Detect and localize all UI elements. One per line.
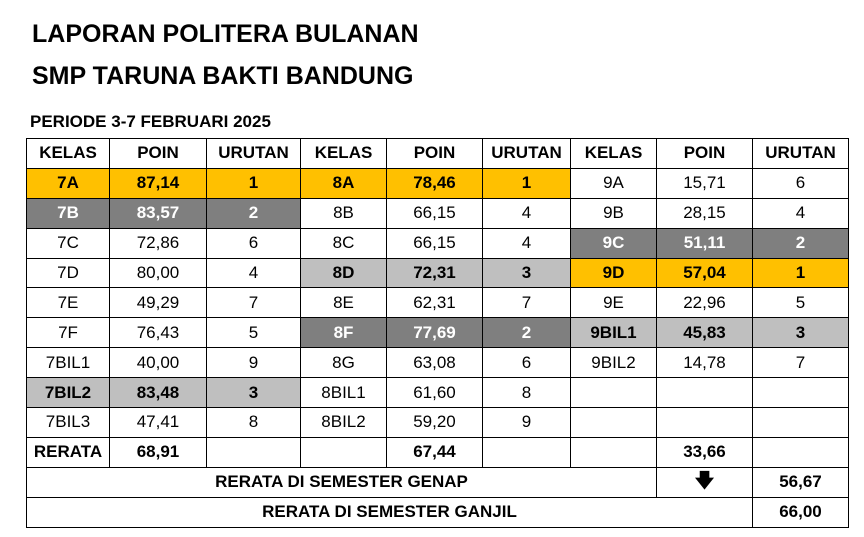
cell-grade9-urutan — [753, 378, 849, 408]
cell-grade8-urutan: 9 — [483, 408, 571, 438]
cell-grade9-urutan: 2 — [753, 228, 849, 258]
cell-grade7-urutan: 5 — [207, 318, 301, 348]
cell-grade7-poin: 87,14 — [110, 168, 207, 198]
cell-grade9-poin: 51,11 — [657, 228, 753, 258]
cell-grade9-poin — [657, 378, 753, 408]
cell-grade8-poin: 61,60 — [387, 378, 483, 408]
semester-ganjil-row — [27, 497, 849, 527]
cell-grade8-poin: 77,69 — [387, 318, 483, 348]
semester-genap-indicator — [657, 467, 753, 497]
average-grade9: 33,66 — [657, 437, 753, 467]
cell-grade7-kelas: 7C — [27, 228, 110, 258]
cell-grade9-kelas: 9E — [571, 288, 657, 318]
cell-grade7-kelas: 7BIL1 — [27, 348, 110, 378]
cell-grade8-poin: 66,15 — [387, 228, 483, 258]
cell-grade7-urutan: 6 — [207, 228, 301, 258]
cell-grade7-kelas: 7BIL3 — [27, 408, 110, 438]
school-name: SMP TARUNA BAKTI BANDUNG — [32, 62, 414, 90]
cell-grade9-poin: 15,71 — [657, 168, 753, 198]
empty-cell — [571, 437, 657, 467]
average-grade8: 67,44 — [387, 437, 483, 467]
cell-grade9-poin: 14,78 — [657, 348, 753, 378]
column-header-poin: POIN — [657, 139, 753, 169]
cell-grade8-kelas: 8D — [301, 258, 387, 288]
cell-grade9-kelas: 9BIL1 — [571, 318, 657, 348]
cell-grade9-urutan: 6 — [753, 168, 849, 198]
cell-grade8-urutan: 8 — [483, 378, 571, 408]
cell-grade7-poin: 49,29 — [110, 288, 207, 318]
empty-cell — [301, 437, 387, 467]
table-row — [27, 228, 849, 258]
semester-ganjil-label: RERATA DI SEMESTER GANJIL — [27, 497, 753, 527]
cell-grade9-poin: 22,96 — [657, 288, 753, 318]
cell-grade8-urutan: 3 — [483, 258, 571, 288]
cell-grade8-poin: 78,46 — [387, 168, 483, 198]
cell-grade9-urutan: 1 — [753, 258, 849, 288]
cell-grade8-kelas: 8B — [301, 198, 387, 228]
cell-grade8-poin: 63,08 — [387, 348, 483, 378]
cell-grade9-urutan: 5 — [753, 288, 849, 318]
cell-grade9-urutan: 7 — [753, 348, 849, 378]
table-row — [27, 348, 849, 378]
cell-grade8-poin: 59,20 — [387, 408, 483, 438]
cell-grade7-kelas: 7B — [27, 198, 110, 228]
cell-grade7-urutan: 1 — [207, 168, 301, 198]
average-grade7: 68,91 — [110, 437, 207, 467]
cell-grade7-poin: 83,57 — [110, 198, 207, 228]
table-row — [27, 318, 849, 348]
cell-grade7-kelas: 7A — [27, 168, 110, 198]
empty-cell — [753, 437, 849, 467]
cell-grade7-kelas: 7BIL2 — [27, 378, 110, 408]
cell-grade7-urutan: 4 — [207, 258, 301, 288]
empty-cell — [483, 437, 571, 467]
semester-genap-row — [27, 467, 849, 497]
table-row — [27, 258, 849, 288]
cell-grade8-urutan: 7 — [483, 288, 571, 318]
report-period: PERIODE 3-7 FEBRUARI 2025 — [30, 112, 271, 131]
cell-grade9-urutan: 4 — [753, 198, 849, 228]
column-header-poin: POIN — [110, 139, 207, 169]
average-row — [27, 437, 849, 467]
column-header-urutan: URUTAN — [483, 139, 571, 169]
cell-grade9-kelas — [571, 408, 657, 438]
report-title: LAPORAN POLITERA BULANAN — [32, 20, 419, 48]
cell-grade8-kelas: 8G — [301, 348, 387, 378]
ranking-table — [26, 138, 849, 528]
semester-ganjil-value: 66,00 — [753, 497, 849, 527]
empty-cell — [207, 437, 301, 467]
table-row — [27, 378, 849, 408]
cell-grade8-kelas: 8A — [301, 168, 387, 198]
cell-grade7-kelas: 7F — [27, 318, 110, 348]
column-header-kelas: KELAS — [27, 139, 110, 169]
semester-genap-label: RERATA DI SEMESTER GENAP — [27, 467, 657, 497]
cell-grade8-kelas: 8F — [301, 318, 387, 348]
cell-grade9-kelas: 9D — [571, 258, 657, 288]
cell-grade8-kelas: 8BIL2 — [301, 408, 387, 438]
cell-grade8-poin: 72,31 — [387, 258, 483, 288]
cell-grade8-urutan: 2 — [483, 318, 571, 348]
semester-genap-value: 56,67 — [753, 467, 849, 497]
average-label: RERATA — [27, 437, 110, 467]
cell-grade7-kelas: 7D — [27, 258, 110, 288]
cell-grade9-kelas: 9C — [571, 228, 657, 258]
cell-grade9-kelas: 9BIL2 — [571, 348, 657, 378]
cell-grade7-urutan: 8 — [207, 408, 301, 438]
cell-grade9-urutan: 3 — [753, 318, 849, 348]
header-row — [27, 139, 849, 169]
cell-grade7-kelas: 7E — [27, 288, 110, 318]
cell-grade9-kelas: 9B — [571, 198, 657, 228]
table-row — [27, 288, 849, 318]
cell-grade7-poin: 72,86 — [110, 228, 207, 258]
cell-grade7-urutan: 2 — [207, 198, 301, 228]
cell-grade7-poin: 83,48 — [110, 378, 207, 408]
cell-grade8-poin: 62,31 — [387, 288, 483, 318]
cell-grade9-kelas — [571, 378, 657, 408]
column-header-kelas: KELAS — [571, 139, 657, 169]
cell-grade7-poin: 47,41 — [110, 408, 207, 438]
cell-grade9-kelas: 9A — [571, 168, 657, 198]
cell-grade8-urutan: 1 — [483, 168, 571, 198]
cell-grade8-poin: 66,15 — [387, 198, 483, 228]
column-header-urutan: URUTAN — [207, 139, 301, 169]
cell-grade8-urutan: 6 — [483, 348, 571, 378]
cell-grade7-urutan: 3 — [207, 378, 301, 408]
cell-grade7-poin: 40,00 — [110, 348, 207, 378]
cell-grade8-urutan: 4 — [483, 198, 571, 228]
table-row — [27, 408, 849, 438]
column-header-poin: POIN — [387, 139, 483, 169]
table-row — [27, 168, 849, 198]
arrow-down-icon: 🡇 — [694, 471, 715, 493]
cell-grade9-urutan — [753, 408, 849, 438]
cell-grade7-poin: 80,00 — [110, 258, 207, 288]
cell-grade7-urutan: 9 — [207, 348, 301, 378]
cell-grade9-poin — [657, 408, 753, 438]
cell-grade8-kelas: 8C — [301, 228, 387, 258]
cell-grade8-urutan: 4 — [483, 228, 571, 258]
cell-grade7-poin: 76,43 — [110, 318, 207, 348]
cell-grade8-kelas: 8BIL1 — [301, 378, 387, 408]
cell-grade8-kelas: 8E — [301, 288, 387, 318]
column-header-kelas: KELAS — [301, 139, 387, 169]
cell-grade9-poin: 28,15 — [657, 198, 753, 228]
table-row — [27, 198, 849, 228]
cell-grade7-urutan: 7 — [207, 288, 301, 318]
cell-grade9-poin: 57,04 — [657, 258, 753, 288]
column-header-urutan: URUTAN — [753, 139, 849, 169]
cell-grade9-poin: 45,83 — [657, 318, 753, 348]
